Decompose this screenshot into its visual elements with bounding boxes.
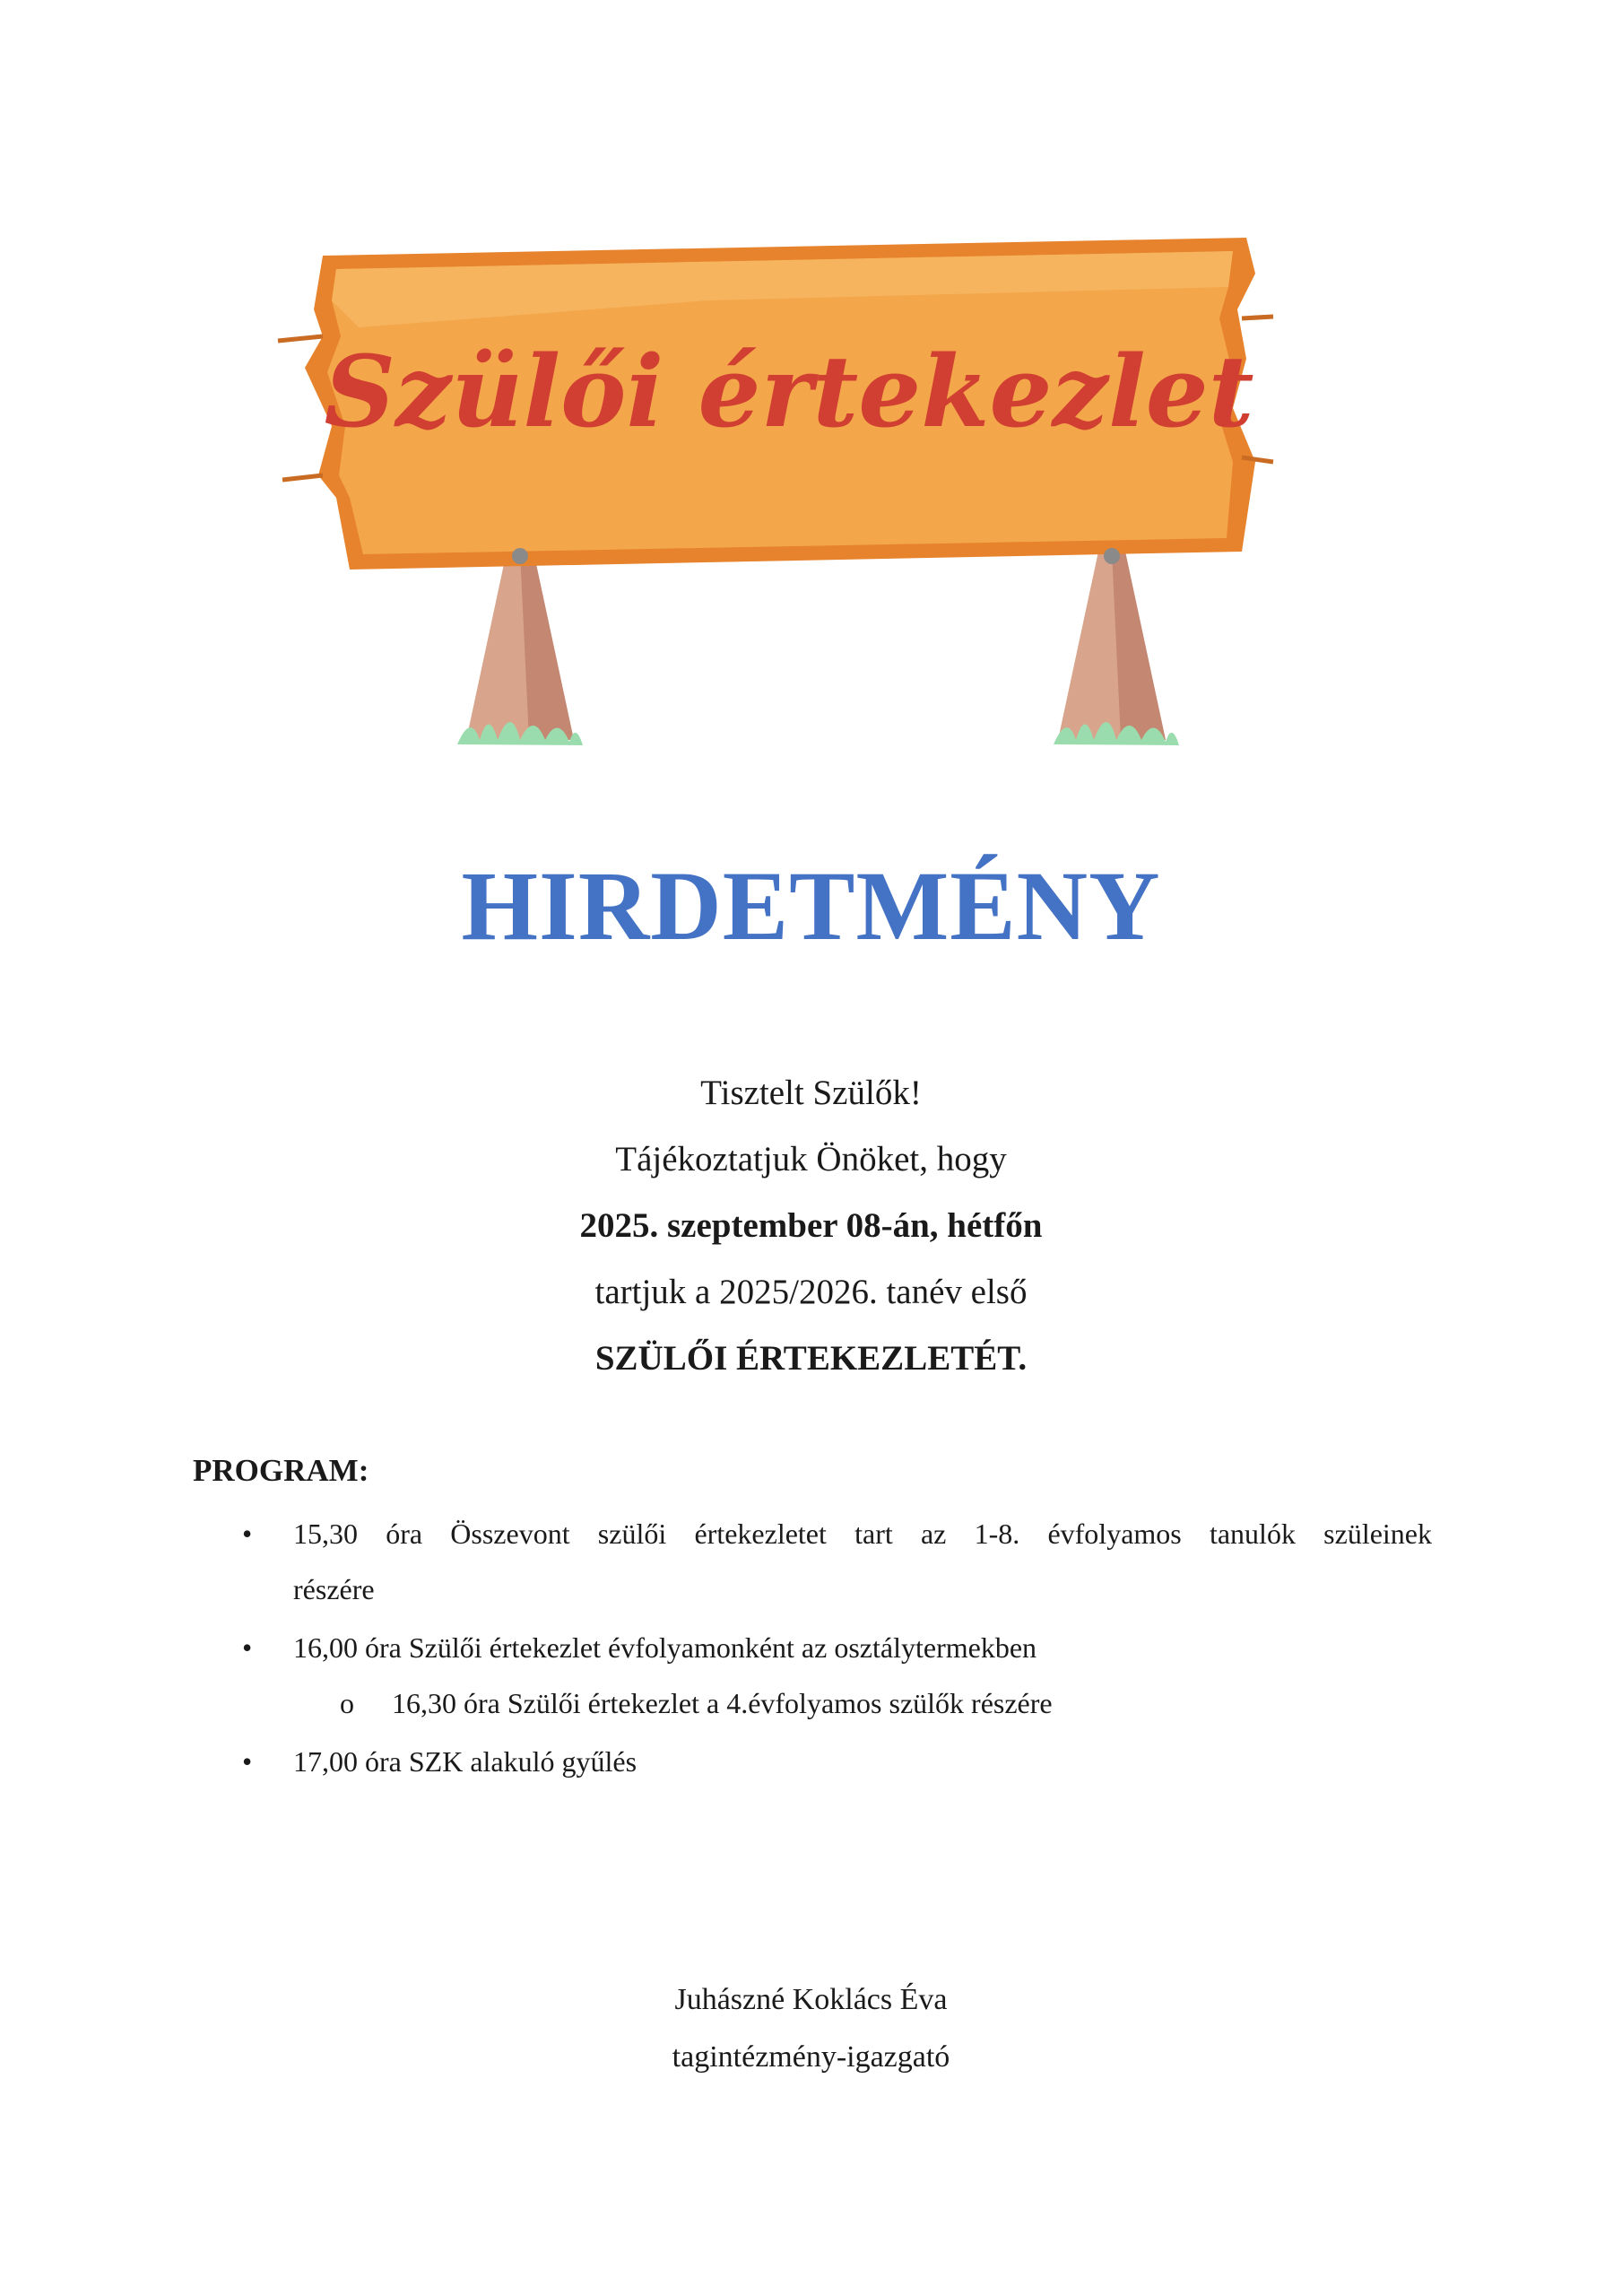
signature-block: [0, 1971, 1622, 2086]
signature-position: tagintézmény-igazgató: [672, 2040, 950, 2074]
bullet-icon: •: [242, 1631, 253, 1664]
program-item-text: 17,00 óra SZK alakuló gyűlés: [293, 1745, 638, 1778]
event-name: SZÜLŐI ÉRTEKEZLETÉT.: [594, 1339, 1028, 1378]
nail-right: [1104, 548, 1120, 564]
signature-name: Juhászné Koklács Éva: [674, 1983, 948, 2016]
intro-block: [0, 1060, 1622, 1392]
program-item-continuation: részére: [293, 1573, 375, 1605]
greeting: Tisztelt Szülők!: [700, 1074, 922, 1112]
program-sub-item: [340, 1685, 1053, 1721]
program-item-text: 15,30 óra Összevont szülői értekezletet tart az 1-8. évfolyamos tanulók szüleinek: [293, 1518, 1432, 1550]
parent-meeting-sign-image: [260, 202, 1372, 776]
program-heading: PROGRAM:: [193, 1453, 369, 1488]
program-item-text: 16,00 óra Szülői értekezlet évfolyamonként az osztálytermekben: [293, 1631, 1037, 1664]
nail-left: [512, 548, 528, 564]
sign-post-right: [1058, 552, 1166, 740]
intro-line: Tájékoztatjuk Önöket, hogy: [615, 1140, 1007, 1178]
sub-bullet-icon: o: [340, 1687, 354, 1719]
sign-text: Szülői értekezlet: [324, 334, 1254, 449]
page-title: HIRDETMÉNY: [461, 851, 1161, 961]
bullet-icon: •: [242, 1745, 253, 1778]
program-item: [242, 1516, 1432, 1552]
intro-line: tartjuk a 2025/2026. tanév első: [594, 1273, 1028, 1311]
sign-post-left: [466, 552, 574, 740]
program-item: [242, 1744, 638, 1779]
meeting-date: 2025. szeptember 08-án, hétfőn: [579, 1206, 1043, 1245]
program-item: [242, 1630, 1037, 1665]
bullet-icon: •: [242, 1518, 253, 1550]
program-sub-item-text: 16,30 óra Szülői értekezlet a 4.évfolyamos szülők részére: [392, 1687, 1053, 1719]
